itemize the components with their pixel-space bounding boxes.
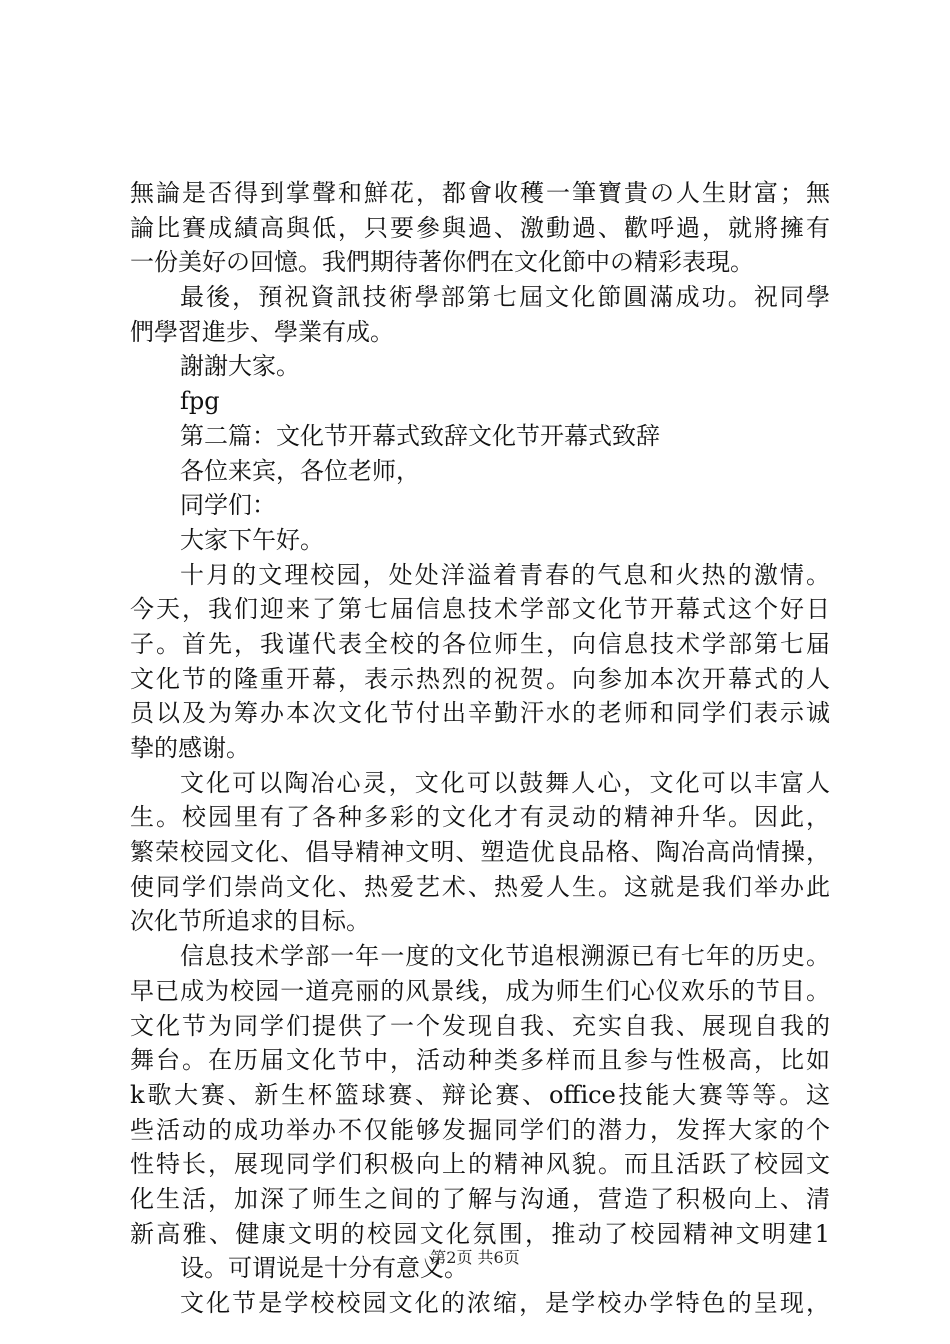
text-line: 各位来宾，各位老师， [180, 456, 420, 485]
page-footer: 第2页 共6页 [430, 1248, 520, 1267]
text-line: 生。校园里有了各种多彩的文化才有灵动的精神升华。因此， [130, 803, 830, 832]
text-line: 同学们： [180, 491, 276, 520]
text-line: 子。首先，我谨代表全校的各位师生，向信息技术学部第七届 [130, 629, 830, 658]
text-line: 性特长，展现同学们积极向上的精神风貌。而且活跃了校园文 [130, 1150, 830, 1179]
text-line: 論比賽成績高與低，只要參與過、激動過、歡呼過，就將擁有 [130, 213, 830, 242]
text-line: 些活动的成功举办不仅能够发掘同学们的潜力，发挥大家的个 [130, 1115, 830, 1144]
text-line: 今天，我们迎来了第七届信息技术学部文化节开幕式这个好日 [130, 595, 830, 624]
text-line: 员以及为筹办本次文化节付出辛勤汗水的老师和同学们表示诚 [130, 699, 830, 728]
text-line: 一份美好の回憶。我們期待著你們在文化節中の精彩表現。 [130, 248, 754, 277]
text-line: 新高雅、健康文明的校园文化氛围，推动了校园精神文明建1 [130, 1219, 830, 1248]
text-line: 文化节为同学们提供了一个发现自我、充实自我、展现自我的 [130, 1011, 830, 1040]
text-line: 挚的感谢。 [130, 734, 250, 762]
text-line: 無論是否得到掌聲和鮮花，都會收穫一筆寶貴の人生財富；無 [130, 179, 830, 207]
text-line: 們學習進步、學業有成。 [130, 317, 394, 346]
text-line: 使同学们崇尚文化、热爱艺术、热爱人生。这就是我们举办此 [130, 872, 830, 901]
text-line: 信息技术学部一年一度的文化节追根溯源已有七年的历史。 [180, 942, 830, 971]
text-line: 文化节的隆重开幕，表示热烈的祝贺。向参加本次开幕式的人 [130, 664, 830, 693]
text-line: 第二篇：文化节开幕式致辞文化节开幕式致辞 [180, 421, 660, 450]
text-line: 大家下午好。 [180, 525, 324, 554]
text-line: 化生活，加深了师生之间的了解与沟通，营造了积极向上、清 [130, 1184, 830, 1213]
text-line: 次化节所追求的目标。 [130, 907, 370, 936]
text-line: 设。可谓说是十分有意义。 [180, 1254, 468, 1283]
text-line: 早已成为校园一道亮丽的风景线，成为师生们心仪欢乐的节目。 [130, 976, 830, 1005]
text-line: 最後，預祝資訊技術學部第七屆文化節圓滿成功。祝同學 [180, 283, 830, 312]
text-line: 文化节是学校校园文化的浓缩，是学校办学特色的呈现， [180, 1289, 830, 1317]
text-line: 文化可以陶冶心灵，文化可以鼓舞人心，文化可以丰富人 [180, 768, 830, 797]
text-line: 舞台。在历届文化节中，活动种类多样而且参与性极高，比如 [130, 1046, 830, 1075]
text-line: fpg [180, 387, 220, 416]
text-line: 謝謝大家。 [180, 352, 300, 381]
body-text [130, 176, 830, 1321]
text-line: 十月的文理校园，处处洋溢着青春的气息和火热的激情。 [180, 560, 830, 589]
text-line: k歌大赛、新生杯篮球赛、辩论赛、office技能大赛等等。这 [130, 1080, 830, 1109]
text-line: 繁荣校园文化、倡导精神文明、塑造优良品格、陶冶高尚情操， [130, 838, 830, 867]
